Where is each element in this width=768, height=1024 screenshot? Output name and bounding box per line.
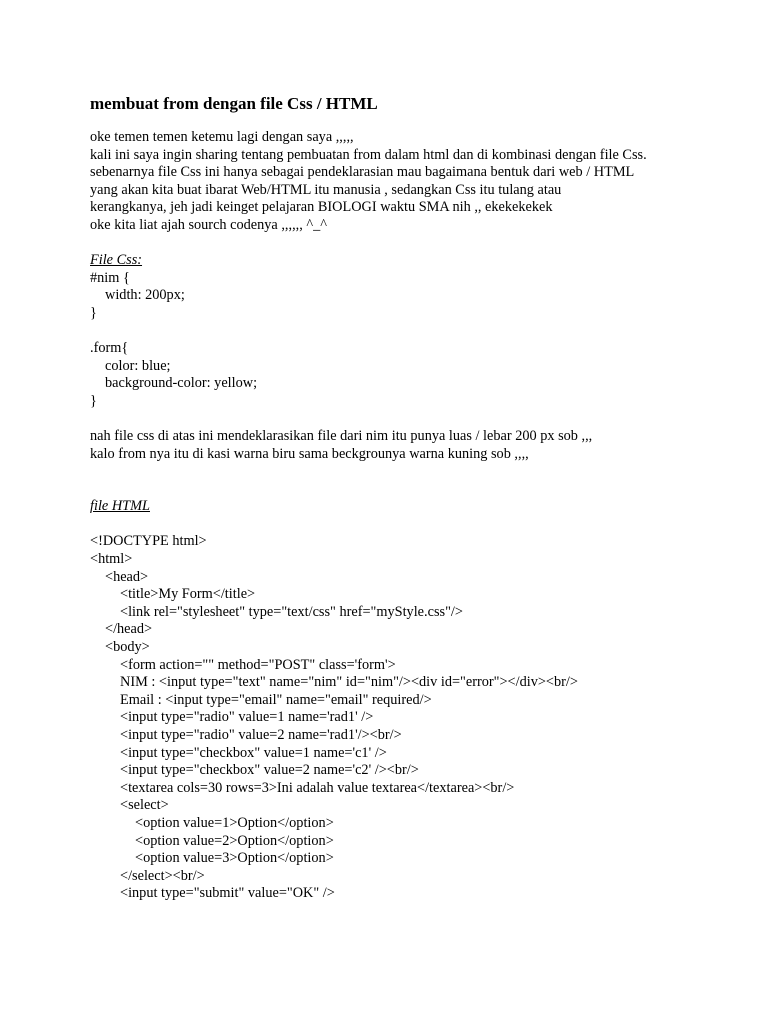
explanation-paragraph (90, 428, 750, 463)
code-line: <input type="checkbox" value=1 name='c1' /> (120, 744, 387, 761)
code-line: <option value=3>Option</option> (135, 850, 334, 867)
intro-line: oke kita liat ajah sourch codenya ,,,,,, ^_^ (90, 216, 327, 233)
code-line: <html> (90, 551, 133, 568)
intro-paragraph (90, 129, 750, 235)
intro-line: kerangkanya, jeh jadi keinget pelajaran BIOLOGI waktu SMA nih ,, ekekekekek (90, 199, 553, 216)
code-line: <select> (120, 797, 169, 814)
code-line: .form{ (90, 340, 129, 357)
code-line: <input type="radio" value=2 name='rad1'/><br/> (120, 727, 402, 743)
html-section-label: file HTML (90, 498, 150, 515)
code-line: width: 200px; (105, 287, 185, 304)
spacer (90, 235, 750, 253)
code-line: <input type="radio" value=1 name='rad1' /> (120, 709, 374, 726)
html-code-block (90, 533, 750, 902)
spacer (90, 463, 750, 498)
code-line: color: blue; (105, 357, 171, 374)
code-line: <textarea cols=30 rows=3>Ini adalah value textarea</textarea><br/> (120, 779, 515, 796)
intro-line: kali ini saya ingin sharing tentang pembuatan from dalam html dan di kombinasi dengan file Css. (90, 146, 647, 163)
code-line: <head> (105, 568, 149, 585)
code-line: <option value=1>Option</option> (135, 814, 334, 831)
code-line: <input type="checkbox" value=2 name='c2' /><br/> (120, 762, 419, 779)
intro-line: yang akan kita buat ibarat Web/HTML itu manusia , sedangkan Css itu tulang atau (90, 181, 562, 198)
document-page (90, 94, 750, 903)
code-line: background-color: yellow; (105, 375, 258, 392)
code-line: <option value=2>Option</option> (135, 832, 334, 849)
code-line: <body> (105, 639, 150, 656)
explanation-line: nah file css di atas ini mendeklarasikan file dari nim itu punya luas / lebar 200 px sob ,,, (90, 428, 593, 445)
intro-line: oke temen temen ketemu lagi dengan saya ,,,,, (90, 129, 354, 145)
spacer (90, 516, 750, 534)
explanation-line: kalo from nya itu di kasi warna biru sama beckgrounya warna kuning sob ,,,, (90, 445, 529, 462)
code-line: </select><br/> (120, 867, 205, 884)
code-line: <input type="submit" value="OK" /> (120, 885, 335, 902)
document-title: membuat from dengan file Css / HTML (90, 94, 378, 113)
code-line: } (90, 392, 97, 409)
spacer (90, 411, 750, 429)
css-section-label: File Css: (90, 252, 143, 269)
code-line: } (90, 304, 97, 321)
spacer (90, 323, 750, 341)
code-line: <!DOCTYPE html> (90, 533, 207, 550)
css-code-block (90, 270, 750, 411)
code-line: <link rel="stylesheet" type="text/css" href="myStyle.css"/> (120, 603, 463, 620)
code-line: <form action="" method="POST" class='form'> (120, 656, 396, 673)
code-line: </head> (105, 621, 153, 638)
code-line: #nim { (90, 269, 130, 286)
intro-line: sebenarnya file Css ini hanya sebagai pendeklarasian mau bagaimana bentuk dari web / HTML (90, 164, 635, 181)
code-line: <title>My Form</title> (120, 586, 256, 603)
code-line: NIM : <input type="text" name="nim" id="nim"/><div id="error"></div><br/> (120, 674, 578, 691)
code-line: Email : <input type="email" name="email" required/> (120, 691, 432, 708)
